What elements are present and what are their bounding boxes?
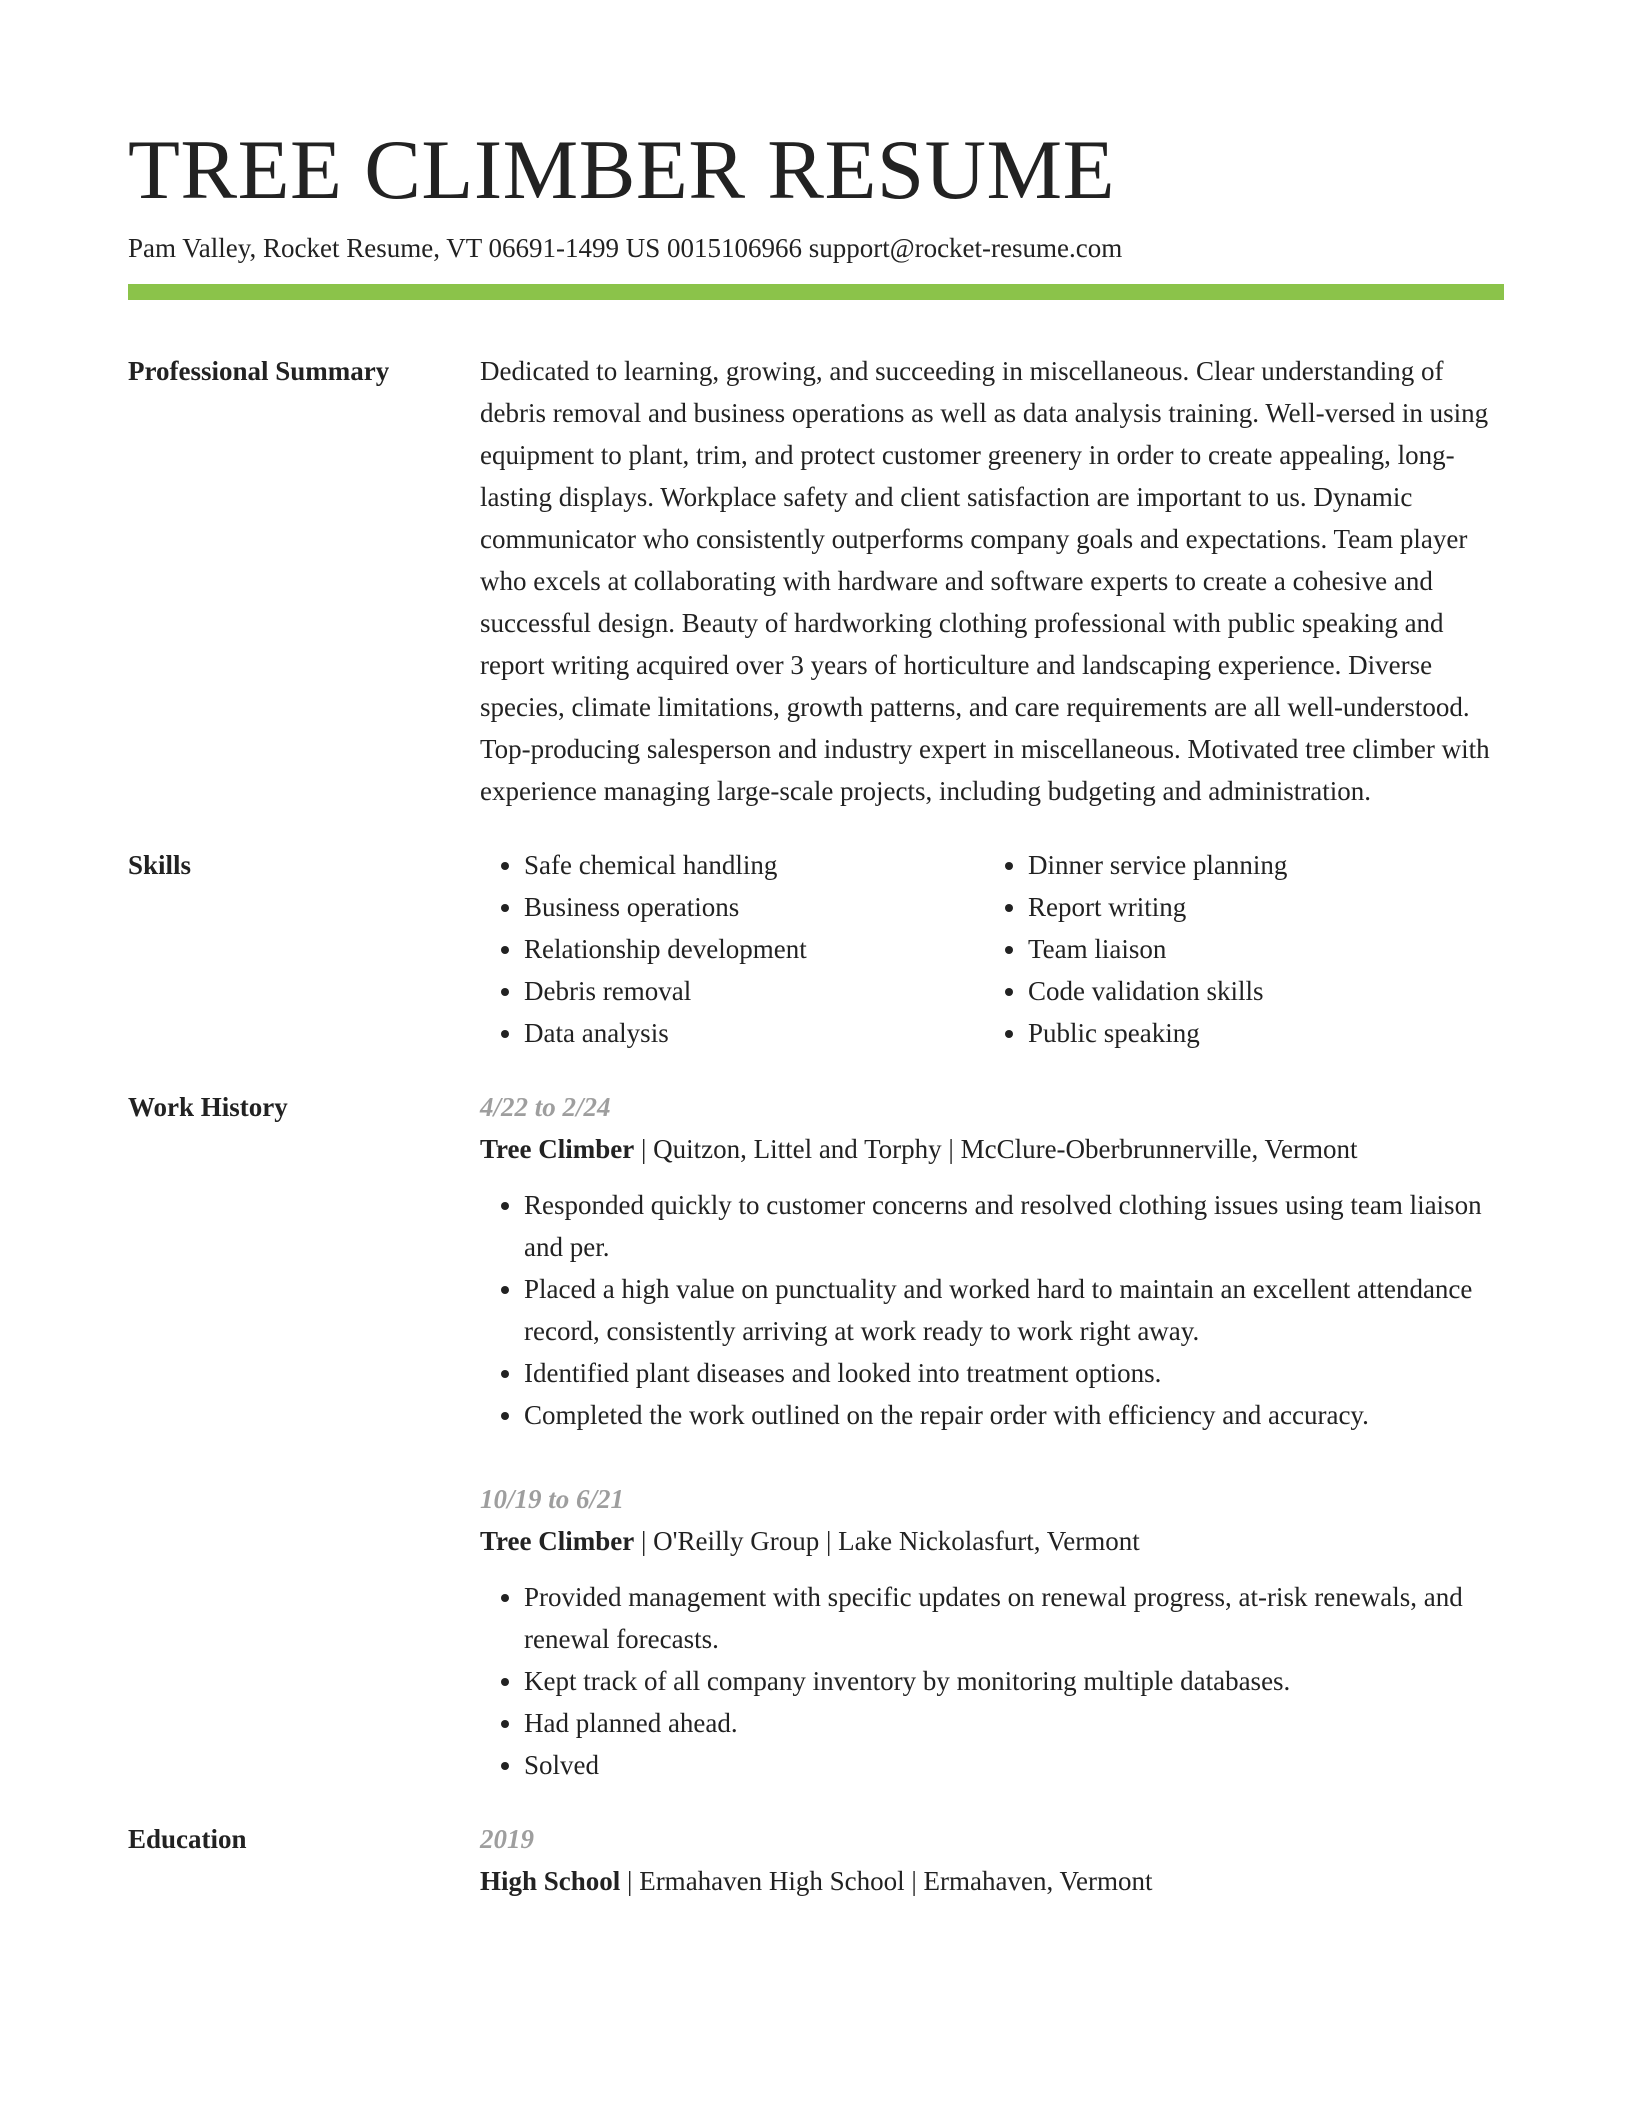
education-heading: [480, 1860, 1504, 1902]
skills-column-left: [480, 844, 984, 1054]
job-dates: 4/22 to 2/24: [480, 1092, 611, 1122]
job-duty: • Completed the work outlined on the repair order with efficiency and accuracy.: [524, 1394, 1504, 1436]
work-history-section: [128, 1086, 1504, 1786]
job-entry: [480, 1086, 1504, 1436]
skills-list: [480, 844, 1504, 1054]
skill-item: • Dinner service planning: [1028, 844, 1488, 886]
job-employer-location: | O'Reilly Group | Lake Nickolasfurt, Vermont: [634, 1526, 1140, 1556]
skill-item: • Report writing: [1028, 886, 1488, 928]
job-duty: • Had planned ahead.: [524, 1702, 1504, 1744]
education-label: Education: [128, 1824, 247, 1854]
education-school-location: | Ermahaven High School | Ermahaven, Vermont: [620, 1866, 1153, 1896]
education-section: [128, 1818, 1504, 1902]
job-duties: [480, 1184, 1504, 1436]
resume-title: TREE CLIMBER RESUME: [128, 123, 1116, 217]
skill-item: • Debris removal: [524, 970, 984, 1012]
job-dates: 10/19 to 6/21: [480, 1484, 625, 1514]
job-title: Tree Climber: [480, 1526, 635, 1556]
work-history-label: Work History: [128, 1092, 288, 1122]
summary-label: Professional Summary: [128, 356, 390, 386]
job-duty: • Identified plant diseases and looked into treatment options.: [524, 1352, 1504, 1394]
job-duty: • Kept track of all company inventory by monitoring multiple databases.: [524, 1660, 1504, 1702]
skills-label: Skills: [128, 850, 192, 880]
job-duty: • Provided management with specific updates on renewal progress, at-risk renewals, and renewal forecasts.: [524, 1576, 1504, 1660]
summary-text: Dedicated to learning, growing, and succeeding in miscellaneous. Clear understanding of debris removal and business operations as well as data analysis training. Well-versed in using equipment to plant, trim, and protect customer greenery in order to create appealing, long-lasting displays. Workplace safety and client satisfaction are important to us. Dynamic communicator who consistently outperforms company goals and expectations. Team player who excels at collaborating with hardware and software experts to create a cohesive and successful design. Beauty of hardworking clothing professional with public speaking and report writing acquired over 3 years of horticulture and landscaping experience. Diverse species, climate limitations, growth patterns, and care requirements are all well-understood. Top-producing salesperson and industry expert in miscellaneous. Motivated tree climber with experience managing large-scale projects, including budgeting and administration.: [480, 356, 1490, 806]
summary-section: [128, 350, 1504, 812]
resume-page: [128, 120, 1504, 1902]
job-heading: [480, 1520, 1504, 1562]
skills-column-right: [984, 844, 1488, 1054]
skill-item: • Public speaking: [1028, 1012, 1488, 1054]
skill-item: • Code validation skills: [1028, 970, 1488, 1012]
job-entry: [480, 1478, 1504, 1786]
job-duty: • Responded quickly to customer concerns and resolved clothing issues using team liaison and per.: [524, 1184, 1504, 1268]
skill-item: • Business operations: [524, 886, 984, 928]
skills-section: [128, 844, 1504, 1054]
job-duty: • Placed a high value on punctuality and worked hard to maintain an excellent attendance record, consistently arriving at work ready to work right away.: [524, 1268, 1504, 1352]
job-duty: • Solved: [524, 1744, 1504, 1786]
education-body: [480, 1818, 1504, 1902]
skill-item: • Relationship development: [524, 928, 984, 970]
job-employer-location: | Quitzon, Littel and Torphy | McClure-Oberbrunnerville, Vermont: [634, 1134, 1358, 1164]
skill-item: • Team liaison: [1028, 928, 1488, 970]
education-dates: 2019: [480, 1824, 534, 1854]
job-duties: [480, 1576, 1504, 1786]
job-title: Tree Climber: [480, 1134, 635, 1164]
skill-item: • Data analysis: [524, 1012, 984, 1054]
education-degree: High School: [480, 1866, 621, 1896]
header-divider: [128, 284, 1504, 300]
job-heading: [480, 1128, 1504, 1170]
skill-item: • Safe chemical handling: [524, 844, 984, 886]
contact-line: Pam Valley, Rocket Resume, VT 06691-1499 US 0015106966 support@rocket-resume.com: [128, 233, 1123, 263]
work-history-body: [480, 1086, 1504, 1786]
